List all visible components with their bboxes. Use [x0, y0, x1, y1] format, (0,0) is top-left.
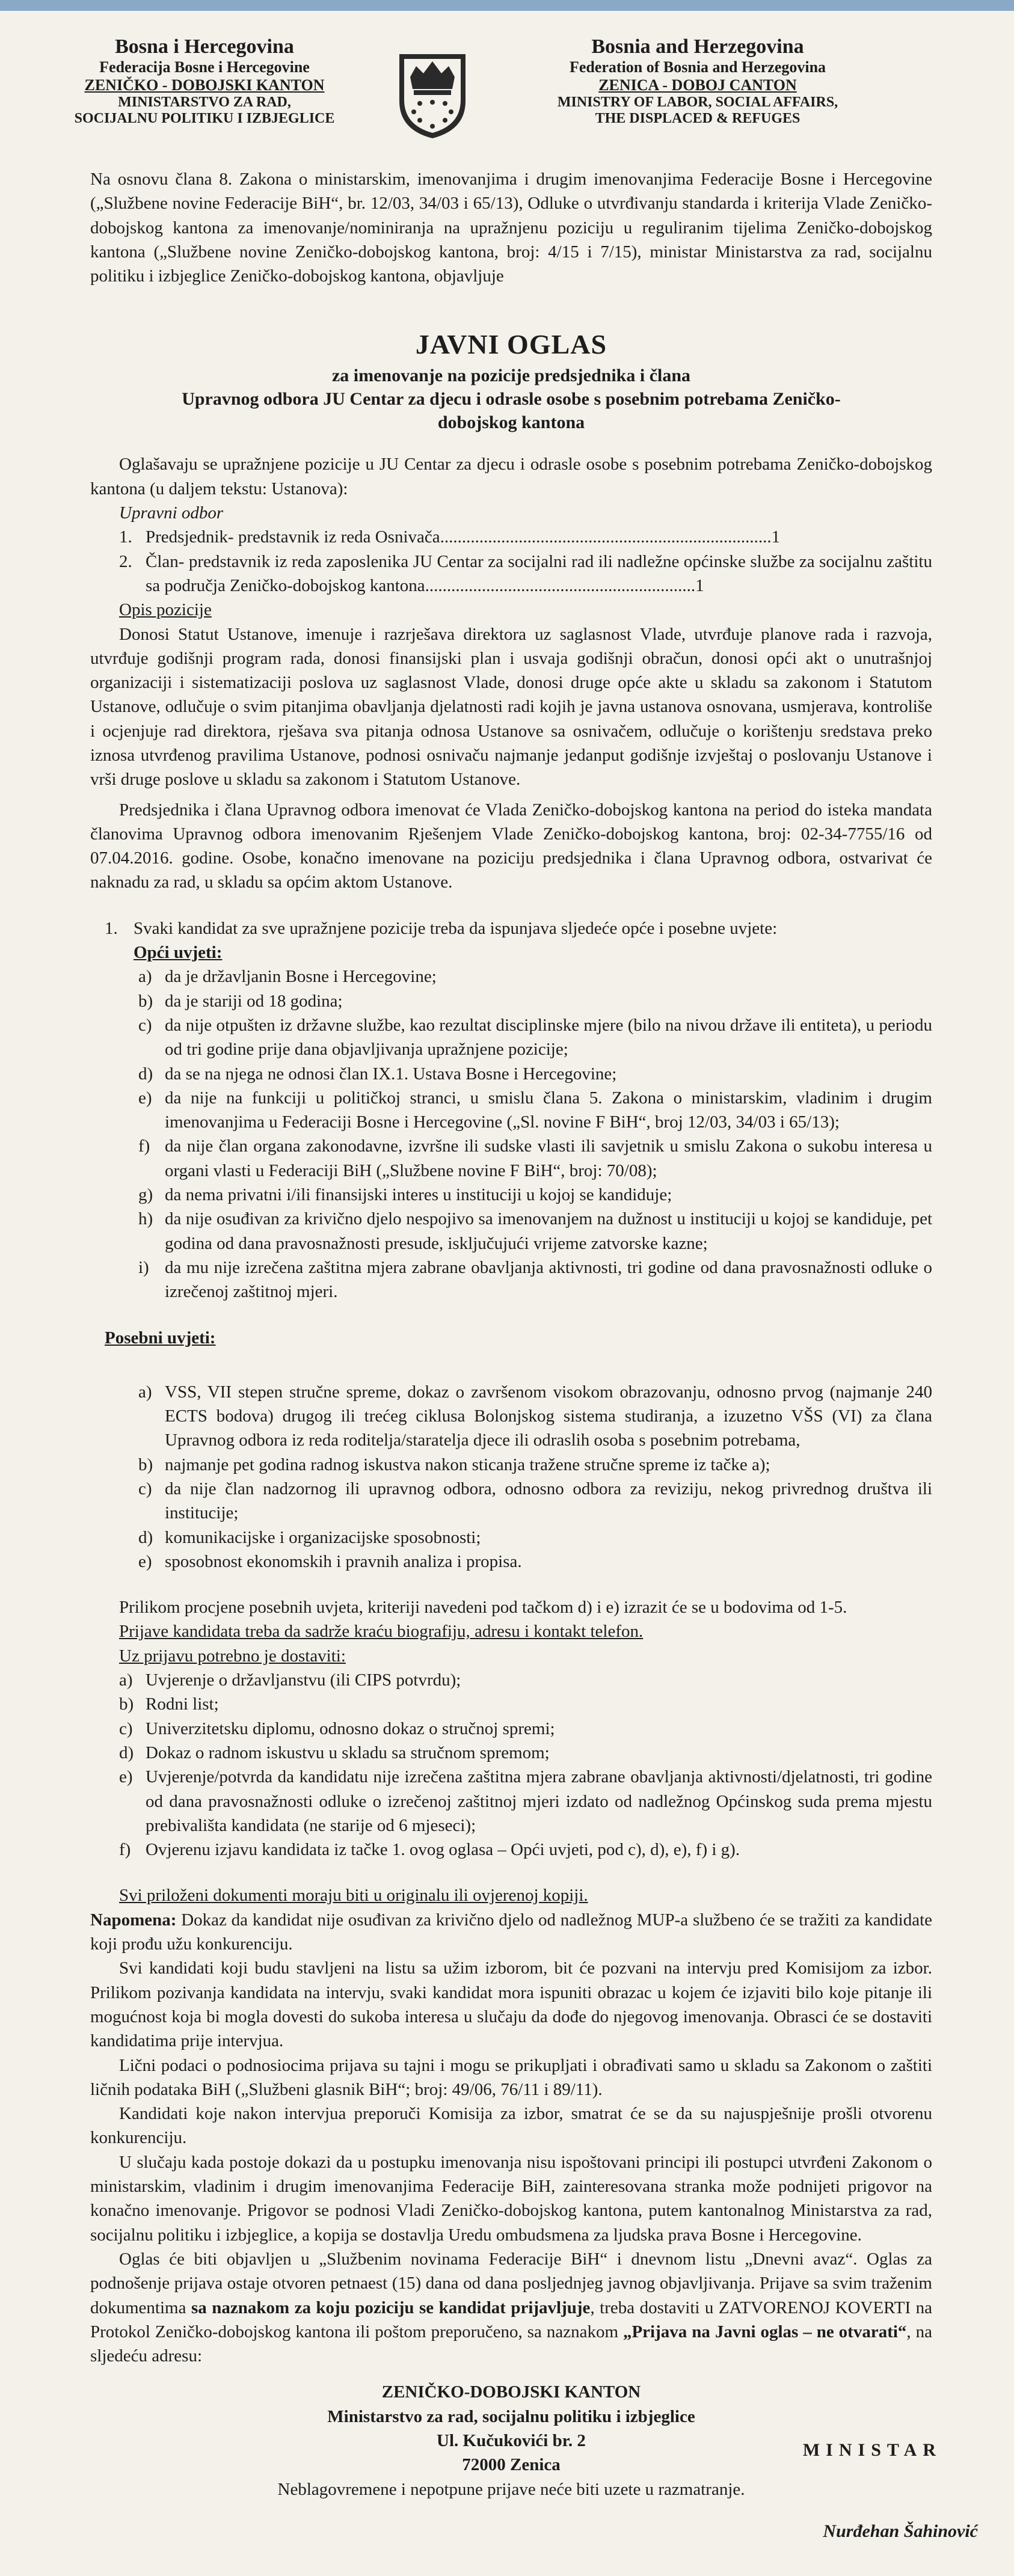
conditions-intro: 1. Svaki kandidat za sve upražnjene pozicije treba da ispunjava sljedeće opće i posebne uvjete:: [105, 918, 778, 938]
docs-item: a) Uvjerenje o državljanstvu (ili CIPS potvrdu);: [119, 1670, 461, 1690]
general-item: a) da je državljanin Bosne i Hercegovine;: [138, 967, 437, 987]
address-line3: Ul. Kučukovići br. 2: [437, 2430, 586, 2450]
special-item: b) najmanje pet godina radnog iskustva nakon sticanja tražene stručne spreme iz tačke a);: [138, 1455, 770, 1474]
header-left-line5: SOCIJALNU POLITIKU I IZBJEGLICE: [74, 111, 335, 127]
header-right-line1: Bosnia and Herzegovina: [591, 35, 804, 58]
special-conditions-list: [90, 1380, 932, 1574]
general-item: e) da nije na funkciji u političkoj stranci, u smislu člana 5. Zakona o ministarskim, vladinim i drugim imenovanjima u Federaciji Bosne i Hercegovine („Sl. novine F BiH“, broj 12/03, 34/03 i 65/13);: [138, 1088, 932, 1132]
description-paragraph: Donosi Statut Ustanove, imenuje i razrješava direktora uz saglasnost Vlade, utvrđuje planove rada i razvoja, utvrđuje godišnji program rada, donosi finansijski plan i usvaja godišnji obračun, donosi opći akt o unutrašnjoj organizaciji i sistematizaciji poslova uz saglasnost Vlade, donosi druge opće akte u skladu sa zakonom i Statutom Ustanove, odlučuje o svim pitanjima obavljanja djelatnosti radi kojih je javna ustanova osnovana, usmjerava, kontroliše i ocjenjuje rad direktora, rješava sva pitanja odnosa Ustanove sa osnivačem, odlučuje o korištenju sredstava preko iznosa utvrđenog pravilima Ustanove, podnosi osnivaču najmanje jedanput godišnje izvještaj o poslovanju Ustanove i vrši druge poslove u skladu sa zakonom i Statutom Ustanove.: [90, 624, 932, 790]
header-right-line3: ZENICA - DOBOJ CANTON: [598, 76, 797, 94]
interview-paragraph: Svi kandidati koji budu stavljeni na listu sa užim izborom, bit će pozvani na intervju pred Komisijom za izbor. Prilikom pozivanja kandidata na intervju, svaki kandidat mora ispuniti obrazac u kojem će izjaviti bilo koje pitanje ili mogućnost koja bi mogla dovesti do sukoba interesa u slučaju da dođe do njegovog imenovanja. Obrasci će se dostaviti kandidatima prije intervjua.: [90, 1958, 932, 2051]
address-block: [90, 2380, 932, 2477]
header-right-line2: Federation of Bosnia and Herzegovina: [569, 58, 826, 76]
general-conditions-list: [90, 964, 932, 1304]
assessment-paragraph: Prilikom procjene posebnih uvjeta, kriteriji navedeni pod tačkom d) i e) izrazit će se u bodovima od 1-5.: [119, 1598, 847, 1618]
special-conditions-heading: Posebni uvjeti:: [105, 1328, 216, 1348]
header-right-block: [529, 35, 866, 127]
note-paragraph: [90, 1908, 932, 1957]
docs-item: f) Ovjerenu izjavu kandidata iz tačke 1. ovog oglasa – Opći uvjeti, pod c), d), e), f) i g).: [119, 1840, 740, 1860]
documents-heading: Uz prijavu potrebno je dostaviti:: [119, 1646, 346, 1666]
general-item: f) da nije član organa zakonodavne, izvršne ili sudske vlasti ili savjetnik u smislu Zakona o sukobu interesa u organi vlasti u Federaciji BiH („Službene novine F BiH“, broj: 70/08);: [138, 1136, 932, 1180]
recommend-paragraph: Kandidati koje nakon intervjua preporuči Komisija za izbor, smatrat će se da su najuspješnije prošli otvorenu konkurenciju.: [90, 2104, 932, 2148]
address-line2: Ministarstvo za rad, socijalnu politiku i izbjeglice: [327, 2406, 695, 2426]
publication-paragraph: Oglas će biti objavljen u „Službenim novinama Federacije BiH“ i dnevnom listu „Dnevni avaz“. Oglas za podnošenje prijava ostaje otvoren petnaest (15) dana od dana posljednjeg javnog objavljivanja. Prijave sa svim traženim dokumentima sa naznakom za koju poziciju se kandidat prijavljuje, treba dostaviti u ZATVORENOJ KOVERTI na Protokol Zeničko-dobojskog kantona ili poštom preporučeno, sa naznakom „Prijava na Javni oglas – ne otvarati“, na sljedeću adresu:: [90, 2249, 933, 2366]
document-body: [90, 167, 932, 2501]
announcement-title: [90, 325, 932, 434]
complaint-paragraph: U slučaju kada postoje dokazi da u postupku imenovanja nisu ispoštovani principi ili postupci utvrđeni Zakonom o ministarskim, vladinim i drugim imenovanjima Federacije BiH, zainteresovana stranka može podnijeti prigovor na konačno imenovanje. Prigovor se podnosi Vladi Zeničko-dobojskog kantona, putem kantonalnog Ministarstva za rad, socijalnu politiku i izbjeglice, a kopija se dostavlja Uredu ombudsmena za ljudska prava Bosne i Hercegovine.: [90, 2152, 932, 2245]
general-item: h) da nije osuđivan za krivično djelo nespojivo sa imenovanjem na dužnost u instituciji u kojoj se kandiduje, pet godina od dana pravosnažnosti presude, isključujući vrijeme zatvorske kazne;: [138, 1209, 932, 1253]
docs-item: e) Uvjerenje/potvrda da kandidatu nije izrečena zaštitna mjera zabrane obavljanja aktivnosti/djelatnosti, tri godine od dana pravosnažnosti odluke o izrečenoj zaštitnoj mjeri izdato od nadležnog Općinskog suda prema mjestu prebivališta kandidata (ne starije od 6 mjeseci);: [119, 1767, 932, 1835]
header-left-line2: Federacija Bosne i Hercegovine: [99, 58, 310, 76]
general-item: i) da mu nije izrečena zaštitna mjera zabrane obavljanja aktivnosti, tri godine od dana pravosnažnosti odluke o izrečenoj zaštitnoj mjeri.: [138, 1257, 932, 1302]
top-edge-strip: [0, 0, 1014, 11]
header-right-line5: THE DISPLACED & REFUGES: [595, 111, 800, 127]
general-item: d) da se na njega ne odnosi član IX.1. Ustava Bosne i Hercegovine;: [138, 1064, 617, 1084]
signature-title: MINISTAR: [802, 2440, 942, 2460]
note-label: Napomena:: [90, 1910, 177, 1930]
documents-original-note: Svi priloženi dokumenti moraju biti u originalu ili ovjerenoj kopiji.: [119, 1886, 588, 1906]
title-line3: Upravnog odbora JU Centar za djecu i odrasle osobe s posebnim potrebama Zeničko-: [182, 389, 841, 409]
header-left-line3: ZENIČKO - DOBOJSKI KANTON: [84, 76, 325, 94]
application-contents: Prijave kandidata treba da sadrže kraću biografiju, adresu i kontakt telefon.: [119, 1622, 644, 1642]
title-main: JAVNI OGLAS: [415, 329, 607, 360]
header-right-line4: MINISTRY OF LABOR, SOCIAL AFFAIRS,: [557, 94, 838, 110]
positions-list: [90, 525, 932, 598]
docs-item: b) Rodni list;: [119, 1694, 219, 1714]
general-item: g) da nema privatni i/ili finansijski interes u instituciji u kojoj se kandiduje;: [138, 1185, 672, 1205]
title-line2: za imenovanje na pozicije predsjednika i člana: [331, 366, 691, 386]
general-item: c) da nije otpušten iz državne službe, kao rezultat disciplinske mjere (bilo na nivou države ili entiteta), u periodu od tri godine prije dana objavljivanja upražnjene pozicije;: [138, 1015, 932, 1060]
intro-paragraph: Na osnovu člana 8. Zakona o ministarskim, imenovanjima i drugim imenovanjima Federacije Bosne i Hercegovine („Službene novine Federacije BiH“, br. 12/03, 34/03 i 65/13), Odluke o utvrđivanju standarda i kriterija Vlade Zeničko-dobojskog kantona za imenovanje/nominiranja na upražnjenu poziciju u reguliranim tijelima Zeničko-dobojskog kantona („Službene novine Zeničko-dobojskog kantona, broj: 4/15 i 7/15), ministar Ministarstva za rad, socijalnu politiku i izbjeglice Zeničko-dobojskog kantona, objavljuje: [90, 170, 932, 286]
header-left-line1: Bosna i Hercegovina: [115, 35, 294, 58]
general-item: b) da je stariji od 18 godina;: [138, 991, 343, 1011]
special-item: e) sposobnost ekonomskih i pravnih analiza i propisa.: [138, 1551, 522, 1571]
header-left-block: [36, 35, 373, 127]
position-item: 1. Predsjednik- predstavnik iz reda Osnivača............................................................................1: [119, 527, 781, 547]
special-item: c) da nije član nadzornog ili upravnog odbora, odnosno odbora za reviziju, nekog privrednog društva ili institucije;: [138, 1479, 932, 1523]
docs-item: d) Dokaz o radnom iskustvu u skladu sa stručnom spremom;: [119, 1743, 550, 1762]
late-applications-note: Neblagovremene i nepotpune prijave neće biti uzete u razmatranje.: [277, 2479, 745, 2499]
address-line4: 72000 Zenica: [462, 2455, 561, 2475]
title-line4: dobojskog kantona: [437, 412, 585, 433]
board-heading: Upravni odbor: [119, 503, 224, 523]
header-left-line4: MINISTARSTVO ZA RAD,: [118, 94, 291, 110]
announce-paragraph: Oglašavaju se upražnjene pozicije u JU Centar za djecu i odrasle osobe s posebnim potrebama Zeničko-dobojskog kantona (u daljem tekstu: Ustanova):: [90, 455, 932, 498]
signature-name: Nurđehan Šahinović: [823, 2521, 978, 2541]
docs-item: c) Univerzitetsku diplomu, odnosno dokaz o stručnoj spremi;: [119, 1719, 555, 1738]
special-item: a) VSS, VII stepen stručne spreme, dokaz o završenom visokom obrazovanju, odnosno prvog (najmanje 240 ECTS bodova) drugog ili trećeg ciklusa Bolonjskog sistema studiranja, a izuzetno VŠS (VI) za člana Upravnog odbora iz reda roditelja/staratelja djece ili odraslih osoba s posebnim potrebama,: [138, 1382, 932, 1450]
position-item: 2. Član- predstavnik iz reda zaposlenika JU Centar za socijalni rad ili nadležne općinske službe za socijalnu zaštitu sa područja Zeničko-dobojskog kantona..............................................................1: [119, 551, 932, 595]
documents-list: [90, 1668, 932, 1862]
mandate-paragraph: Predsjednika i člana Upravnog odbora imenovat će Vlada Zeničko-dobojskog kantona na period do isteka mandata članovima Upravnog odbora imenovanim Rješenjem Vlade Zeničko-dobojskog kantona, broj: 02-34-7755/16 od 07.04.2016. godine. Osobe, konačno imenovane na poziciju predsjednika i člana Upravnog odbora, ostvarivat će naknadu za rad, u skladu sa općim aktom Ustanove.: [90, 800, 932, 892]
special-item: d) komunikacijske i organizacijske sposobnosti;: [138, 1527, 481, 1547]
address-line1: ZENIČKO-DOBOJSKI KANTON: [381, 2382, 641, 2402]
document-page: [0, 11, 1014, 2576]
note-text: Dokaz da kandidat nije osuđivan za krivično djelo od nadležnog MUP-a službeno će se tražiti za kandidate koji prođu užu konkurenciju.: [90, 1910, 932, 1954]
description-heading: Opis pozicije: [119, 600, 212, 620]
coat-of-arms-icon: [396, 42, 469, 141]
privacy-paragraph: Lični podaci o podnosiocima prijava su tajni i mogu se prikupljati i obrađivati samo u skladu sa Zakonom o zaštiti ličnih podataka BiH („Službeni glasnik BiH“; broj: 49/06, 76/11 i 89/11).: [90, 2055, 932, 2099]
general-conditions-heading: Opći uvjeti:: [134, 943, 223, 963]
